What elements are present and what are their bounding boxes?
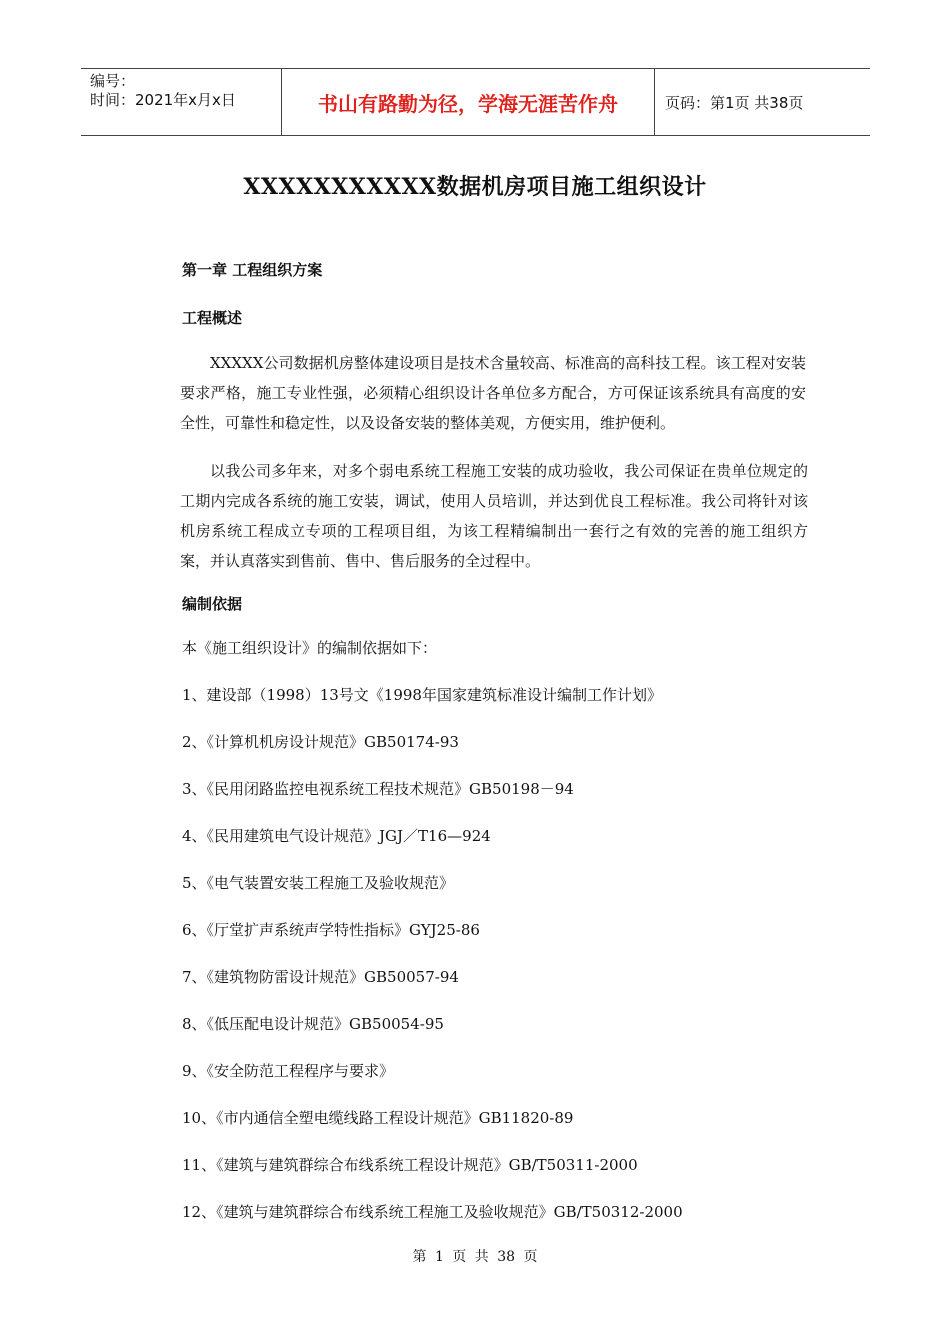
reference-item: 1、建设部（1998）13号文《1998年国家建筑标准设计编制工作计划》 — [182, 686, 662, 704]
basis-intro: 本《施工组织设计》的编制依据如下： — [182, 639, 438, 657]
reference-item: 12、《建筑与建筑群综合布线系统工程施工及验收规范》GB/T50312-2000 — [182, 1203, 683, 1221]
reference-item: 6、《厅堂扩声系统声学特性指标》GYJ25-86 — [182, 921, 480, 939]
reference-item: 3、《民用闭路监控电视系统工程技术规范》GB50198－94 — [182, 780, 574, 798]
reference-item: 7、《建筑物防雷设计规范》GB50057-94 — [182, 968, 459, 986]
reference-item: 10、《市内通信全塑电缆线路工程设计规范》GB11820-89 — [182, 1109, 574, 1127]
header-meta — [81, 69, 281, 135]
overview-paragraph-2 — [180, 456, 808, 576]
page-footer: 第 1 页 共 38 页 — [412, 1249, 538, 1265]
document-number-label: 编号： — [90, 72, 136, 90]
reference-item: 9、《安全防范工程程序与要求》 — [182, 1062, 395, 1080]
basis-heading: 编制依据 — [182, 595, 243, 613]
header-page-info: 页码：第1页 共38页 — [665, 93, 804, 112]
reference-list — [182, 681, 808, 1245]
reference-item: 11、《建筑与建筑群综合布线系统工程设计规范》GB/T50311-2000 — [182, 1156, 638, 1174]
header-motto: 书山有路勤为径，学海无涯苦作舟 — [281, 69, 655, 135]
reference-item: 4、《民用建筑电气设计规范》JGJ／T16—924 — [182, 827, 491, 845]
chapter-heading: 第一章 工程组织方案 — [182, 261, 323, 279]
document-title: XXXXXXXXXXX数据机房项目施工组织设计 — [243, 174, 707, 200]
reference-item: 8、《低压配电设计规范》GB50054-95 — [182, 1015, 444, 1033]
reference-item: 5、《电气装置安装工程施工及验收规范》 — [182, 874, 455, 892]
overview-paragraph-2-text: 以我公司多年来，对多个弱电系统工程施工安装的成功验收，我公司保证在贵单位规定的工期内完成各系统的施工安装，调试，使用人员培训，并达到优良工程标准。我公司将针对该机房系统工程成立专项的工程项目组，为该工程精编制出一套行之有效的完善的施工组织方案，并认真落实到售前、售中、售后服务的全过程中。 — [180, 462, 808, 570]
overview-heading: 工程概述 — [182, 309, 243, 327]
document-body — [182, 256, 808, 1245]
reference-item: 2、《计算机机房设计规范》GB50174-93 — [182, 733, 459, 751]
document-date: 时间：2021年x月x日 — [90, 91, 236, 109]
page-header — [81, 68, 870, 136]
overview-paragraph-1: XXXXX公司数据机房整体建设项目是技术含量较高、标准高的高科技工程。该工程对安装要求严格，施工专业性强，必须精心组织设计各单位多方配合，方可保证该系统具有高度的安全性，可靠性和稳定性，以及设备安装的整体美观，方便实用，维护便利。 — [180, 354, 806, 432]
